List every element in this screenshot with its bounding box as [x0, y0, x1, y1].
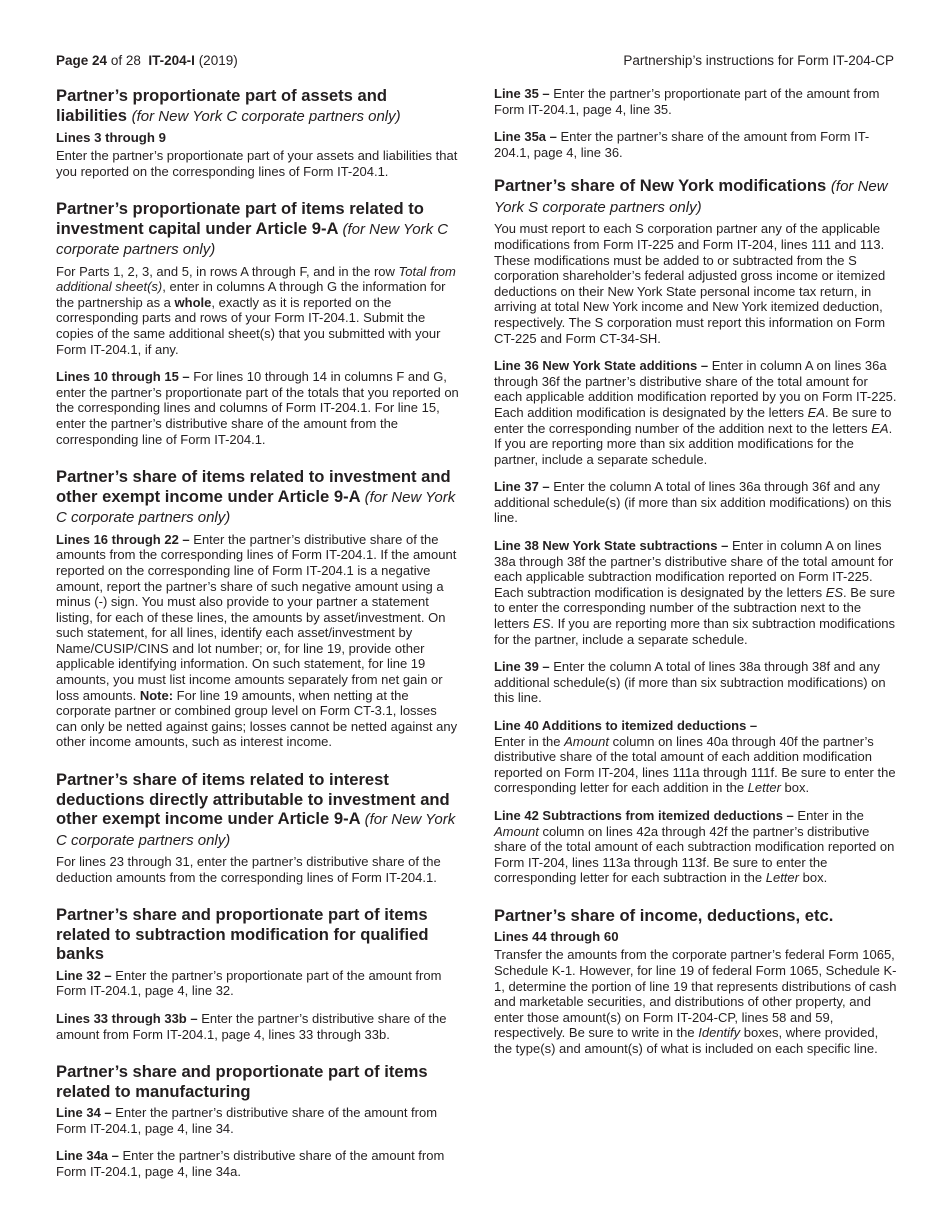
paragraph: Line 40 Additions to itemized deductions – Enter in the Amount column on lines 40a through 40f the partner’s distributive share of the total amount of each addition modification reported on Form IT-204, lines 111a through 111f. Be sure to enter the corresponding letter for each addition in the Letter box.	[494, 718, 896, 796]
paragraph: Transfer the amounts from the corporate partner’s federal Form 1065, Schedule K-1. However, for line 19 of federal Form 1065, Schedule K-1, determine the portion of line 19 that represents distributions of cash and marketable securities, and distributions of other property, and enter those amount(s) on Form IT-204-CP, lines 58 and 59, respectively. Be sure to write in the Identify boxes, where provided, the type(s) and amount(s) of what is included on each specific line.	[494, 947, 897, 1056]
paragraph: Lines 10 through 15 – For lines 10 through 14 in columns F and G, enter the partner’s proportionate part of the totals that you reported on the corresponding lines and columns of Form IT-204.1. For line 15, enter the partner’s distributive share of the amount from the corresponding line of Form IT-204.1.	[56, 369, 459, 447]
right-column	[494, 86, 899, 1077]
paragraph: Line 37 – Enter the column A total of lines 36a through 36f and any additional schedule(s) (if more than six addition modifications) on this line.	[494, 479, 892, 526]
section-title: Partner’s share and proportionate part of items related to subtraction modification for qualified banks	[56, 905, 429, 964]
paragraph: For Parts 1, 2, 3, and 5, in rows A through F, and in the row Total from additional sheet(s), enter in columns A through G the information for the partnership as a whole, exactly as it is reported on the corresponding parts and rows of your Form IT-204.1. Submit the copies of the same additional sheet(s) that you submitted with your Form IT-204.1, if any.	[56, 263, 456, 357]
section-assets-liabilities	[56, 86, 460, 179]
section-title: Partner’s proportionate part of items related to investment capital under Article 9-A (for New York C corporate partners only)	[56, 199, 449, 259]
section-qualified-banks	[56, 905, 460, 1042]
page-label: Page	[56, 53, 89, 68]
paragraph: Lines 16 through 22 – Enter the partner’s distributive share of the amounts from the corresponding lines of Form IT-204.1. If the amount reported on the corresponding line of Form IT-204.1 is a negative amount, report the partner’s share of such negative amount using a minus (-) sign. You must also provide to your partner a statement listing, for each of these lines, the amounts by asset/investment. On such statement, for all lines, identify each asset/investment by Name/CUSIP/CINS and lot number; or, for line 19, provide other applicable identifying information. On such statement, for line 19 amounts, you must list income amounts separately from net gain or loss amounts. Note: For line 19 amounts, when netting at the corporate partner or combined group level on Form CT-3.1, losses can only be netted against gains; losses cannot be netted against any other income amounts, such as interest income.	[56, 531, 458, 750]
section-manufacturing	[56, 1062, 460, 1179]
paragraph: Line 32 – Enter the partner’s proportionate part of the amount from Form IT-204.1, page 4, line 32.	[56, 967, 442, 999]
section-title: Partner’s share of New York modifications (for New York S corporate partners only)	[494, 176, 888, 216]
subheading: Lines 44 through 60	[494, 929, 619, 945]
page-total: of 28	[110, 53, 141, 68]
page-number: 24	[92, 53, 108, 68]
paragraph: Line 39 – Enter the column A total of lines 38a through 38f and any additional schedule(s) (if more than six subtraction modifications) on this line.	[494, 659, 886, 706]
paragraph: Line 35 – Enter the partner’s proportionate part of the amount from Form IT-204.1, page 4, line 35.	[494, 86, 880, 117]
paragraph: Line 34a – Enter the partner’s distributive share of the amount from Form IT-204.1, page 4, line 34a.	[56, 1148, 445, 1179]
section-title: Partner’s share of items related to investment and other exempt income under Article 9-A (for New York C corporate partners only)	[56, 467, 456, 527]
section-title: Partner’s proportionate part of assets and liabilities (for New York C corporate partners only)	[56, 86, 401, 125]
paragraph: Line 38 New York State subtractions – Enter in column A on lines 38a through 38f the partner’s distributive share of the total amount for each applicable subtraction modification reported on Form IT-225. Each subtraction modification is designated by the letters ES. Be sure to enter the corresponding number of the subtraction next to the letters ES. If you are reporting more than six subtraction modifications for the partner, include a separate schedule.	[494, 538, 896, 647]
paragraph: Line 35a – Enter the partner’s share of the amount from Form IT-204.1, page 4, line 36.	[494, 129, 870, 160]
form-id: IT-204-I	[148, 53, 195, 68]
page-header-right: Partnership’s instructions for Form IT-204-CP	[623, 53, 894, 68]
paragraph: For lines 23 through 31, enter the partner’s distributive share of the deduction amounts from the corresponding lines of Form IT-204.1.	[56, 854, 441, 885]
paragraph: Enter the partner’s proportionate part of your assets and liabilities that you reported on the corresponding lines of Form IT-204.1.	[56, 148, 458, 179]
paragraph: Line 36 New York State additions – Enter in column A on lines 36a through 36f the partner’s distributive share of the total amount for each applicable addition modification reported by you on Form IT-225. Each addition modification is designated by the letters EA. Be sure to enter the corresponding number of the addition next to the letters EA. If you are reporting more than six addition modifications for the partner, include a separate schedule.	[494, 358, 897, 467]
form-year: (2019)	[198, 53, 238, 68]
paragraph: Line 42 Subtractions from itemized deductions – Enter in the Amount column on lines 42a through 42f the partner’s distributive share of the total amount of each subtraction modification reported on Form IT-204, lines 113a through 113f. Be sure to enter the corresponding letter for each subtraction in the Letter box.	[494, 807, 895, 886]
section-exempt-income	[56, 467, 460, 750]
page-header-left	[56, 53, 238, 68]
section-title: Partner’s share of income, deductions, etc.	[494, 905, 834, 925]
left-column	[56, 86, 460, 1199]
section-title: Partner’s share and proportionate part of items related to manufacturing	[56, 1062, 428, 1101]
paragraph: You must report to each S corporation partner any of the applicable modifications from Form IT-225 and Form IT-204, lines 111 and 113. These modifications must be added to or subtracted from the S corporation shareholder’s federal adjusted gross income or itemized deductions on their New York State personal income tax return, in arriving at total New York income and New York itemized deduction, respectively. The S corporation must report this information on Form CT-225 and Form CT-34-SH.	[494, 221, 886, 346]
section-interest-deductions	[56, 770, 460, 885]
paragraph: Lines 33 through 33b – Enter the partner’s distributive share of the amount from Form IT-204.1, page 4, lines 33 through 33b.	[56, 1010, 447, 1042]
subheading: Lines 3 through 9	[56, 130, 166, 145]
section-ny-modifications	[494, 176, 899, 886]
section-income-deductions	[494, 906, 899, 1057]
section-title: Partner’s share of items related to interest deductions directly attributable to investment and other exempt income under Article 9-A (for New York C corporate partners only)	[56, 770, 456, 849]
section-investment-capital	[56, 199, 460, 447]
paragraph: Line 34 – Enter the partner’s distributive share of the amount from Form IT-204.1, page 4, line 34.	[56, 1105, 438, 1136]
